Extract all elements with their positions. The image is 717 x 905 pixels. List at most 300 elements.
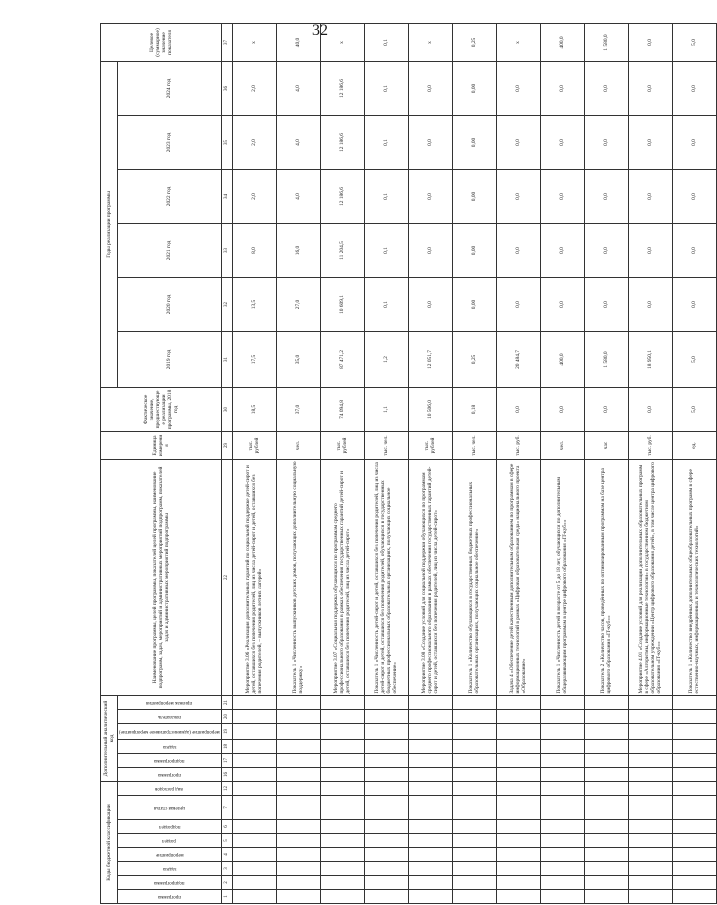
year-value-cell: 0,0 — [628, 277, 672, 331]
code-cell — [672, 848, 716, 862]
code-cell — [452, 820, 496, 834]
code-cell — [232, 754, 276, 768]
code-cell — [364, 768, 408, 782]
year-value-cell: 0,0 — [628, 169, 672, 223]
code-cell — [276, 754, 320, 768]
code-cell — [540, 782, 584, 796]
code-cell — [628, 820, 672, 834]
code-cell — [496, 848, 540, 862]
target-value-cell: х — [408, 23, 452, 61]
table-row — [320, 23, 364, 903]
code-cell — [364, 710, 408, 724]
code-cell — [364, 876, 408, 890]
row-name-cell: Мероприятие 3.06 «Реализация дополнительных гарантий по социальной поддержке детей-сирот и детей, оставшихся без попечения родителей, лиц из числа детей-сирот и детей, оставшихся без попечения родителей, – выпускников летних лагерей» — [232, 459, 276, 695]
code-cell — [232, 834, 276, 848]
year-value-cell: 11 204,5 — [320, 223, 364, 277]
code-cell — [496, 768, 540, 782]
year-value-cell: 0,0 — [496, 223, 540, 277]
column-number-cell: 12 — [221, 782, 232, 796]
code-cell — [584, 724, 628, 740]
code-cell — [452, 876, 496, 890]
code-cell — [408, 820, 452, 834]
table-row — [540, 23, 584, 903]
year-value-cell: 0,0 — [408, 223, 452, 277]
code-cell — [408, 782, 452, 796]
column-number-cell: 6 — [221, 820, 232, 834]
code-cell — [584, 820, 628, 834]
code-cell — [276, 862, 320, 876]
code-cell — [364, 782, 408, 796]
years-group-header: Годы реализации программы — [101, 61, 118, 387]
row-name-cell: Показатель 1 «Количество обучающихся в государственных бюджетных профессиональных образовательных организациях, получающих социальное обеспечение» — [452, 459, 496, 695]
code-cell — [672, 796, 716, 820]
code-cell — [584, 876, 628, 890]
code-cell — [276, 834, 320, 848]
column-number-cell: 34 — [221, 169, 232, 223]
code-cell — [408, 876, 452, 890]
code-cell — [540, 848, 584, 862]
year-value-cell: 35,0 — [276, 331, 320, 387]
year-value-cell: 2,0 — [232, 115, 276, 169]
code-cell — [584, 796, 628, 820]
year-value-cell: 0,0 — [408, 169, 452, 223]
code-cell — [628, 876, 672, 890]
code-cell — [408, 834, 452, 848]
code-cell — [452, 740, 496, 754]
code-cell — [232, 710, 276, 724]
year-value-cell: 0,1 — [364, 115, 408, 169]
year-value-cell: 0,0 — [628, 115, 672, 169]
code-cell — [540, 862, 584, 876]
column-number-cell: 35 — [221, 115, 232, 169]
code-header-dop-meropriyatie: мероприятие (административное мероприятие) — [118, 724, 222, 740]
code-cell — [584, 710, 628, 724]
code-cell — [496, 890, 540, 904]
row-name-cell: Показатель 1 «Численность детей-сирот и детей, оставшихся без попечения родителей, лиц из числа детей-сирот и детей, оставшихся без попечения родителей, обучающихся в государственных бюджетных профессиональных образовательных организациях, получающих социальное обеспечение» — [364, 459, 408, 695]
rotated-table-container — [100, 28, 701, 904]
column-number-cell: 22 — [221, 459, 232, 695]
year-value-cell: 20 484,7 — [496, 331, 540, 387]
code-cell — [232, 695, 276, 709]
year-value-cell: 12 186,6 — [320, 61, 364, 115]
year-value-cell: 0,00 — [452, 115, 496, 169]
code-cell — [276, 724, 320, 740]
code-cell — [276, 710, 320, 724]
code-cell — [584, 740, 628, 754]
unit-cell: тыс. рублей — [408, 431, 452, 459]
code-cell — [276, 848, 320, 862]
code-cell — [540, 754, 584, 768]
year-header-2024: 2024 год — [118, 61, 222, 115]
code-header-priznak: признак мероприятия — [118, 695, 222, 709]
code-cell — [584, 848, 628, 862]
extra-analytic-code-header: Дополнительный аналитический код — [101, 695, 118, 781]
code-cell — [628, 848, 672, 862]
year-value-cell: 12 051,7 — [408, 331, 452, 387]
target-value-cell: х — [232, 23, 276, 61]
code-cell — [276, 876, 320, 890]
code-cell — [496, 796, 540, 820]
code-cell — [320, 848, 364, 862]
table-row — [364, 23, 408, 903]
fact-value-cell: 0,18 — [452, 387, 496, 431]
row-name-cell: Показатель 1 «Количество внедрённых дополнительных общеобразовательных программ в сфере естественно-научных, информационных и технологических технологий» — [672, 459, 716, 695]
code-cell — [276, 796, 320, 820]
code-cell — [672, 724, 716, 740]
fact-value-cell: 5,0 — [672, 387, 716, 431]
code-cell — [496, 710, 540, 724]
year-value-cell: 2,0 — [232, 169, 276, 223]
code-cell — [452, 862, 496, 876]
year-value-cell: 18 950,1 — [628, 331, 672, 387]
code-cell — [584, 834, 628, 848]
code-cell — [672, 768, 716, 782]
code-cell — [232, 890, 276, 904]
column-number-cell: 3 — [221, 862, 232, 876]
code-cell — [496, 834, 540, 848]
year-value-cell: 10 609,1 — [320, 277, 364, 331]
code-cell — [408, 724, 452, 740]
column-number-cell: 16 — [221, 768, 232, 782]
unit-cell: тыс. чел. — [364, 431, 408, 459]
year-header-2019: 2019 год — [118, 331, 222, 387]
year-value-cell: 0,0 — [540, 61, 584, 115]
code-cell — [364, 820, 408, 834]
unit-cell: час — [584, 431, 628, 459]
table-row — [232, 23, 276, 903]
code-cell — [452, 782, 496, 796]
year-value-cell: 0,1 — [364, 223, 408, 277]
year-value-cell: 0,0 — [672, 277, 716, 331]
code-cell — [540, 768, 584, 782]
code-cell — [496, 740, 540, 754]
code-cell — [364, 862, 408, 876]
table-row — [584, 23, 628, 903]
code-cell — [672, 862, 716, 876]
column-number-cell: 5 — [221, 834, 232, 848]
code-cell — [672, 695, 716, 709]
year-value-cell: 0,0 — [408, 277, 452, 331]
code-header-podrazdel: подраздел — [118, 820, 222, 834]
target-value-cell: 40,0 — [276, 23, 320, 61]
code-cell — [408, 740, 452, 754]
code-cell — [628, 862, 672, 876]
unit-cell: ед. — [672, 431, 716, 459]
target-column-header: Целевое (суммарное) значение показателя — [101, 23, 222, 61]
code-cell — [496, 724, 540, 740]
unit-cell: чел. — [276, 431, 320, 459]
fact-value-cell: 0,0 — [540, 387, 584, 431]
code-cell — [628, 740, 672, 754]
code-cell — [408, 796, 452, 820]
code-cell — [320, 740, 364, 754]
code-header-dop-zadacha: задача — [118, 740, 222, 754]
code-cell — [540, 710, 584, 724]
year-value-cell: 0,0 — [628, 61, 672, 115]
code-cell — [628, 754, 672, 768]
page-number: 32 — [312, 22, 328, 39]
code-cell — [452, 768, 496, 782]
code-cell — [452, 890, 496, 904]
year-value-cell: 0,0 — [540, 277, 584, 331]
year-value-cell: 5,0 — [672, 331, 716, 387]
target-value-cell: 5,0 — [672, 23, 716, 61]
target-value-cell: 1 580,0 — [584, 23, 628, 61]
code-cell — [408, 890, 452, 904]
fact-value-cell: 0,0 — [628, 387, 672, 431]
code-header-vid-raskhodov: вид расходов — [118, 782, 222, 796]
column-number-cell: 21 — [221, 695, 232, 709]
fact-value-cell: 1,1 — [364, 387, 408, 431]
code-cell — [496, 876, 540, 890]
code-cell — [628, 890, 672, 904]
code-cell — [584, 890, 628, 904]
code-header-meropriyatie: мероприятие — [118, 848, 222, 862]
year-value-cell: 0,0 — [672, 169, 716, 223]
code-cell — [628, 834, 672, 848]
year-value-cell: 0,00 — [452, 169, 496, 223]
target-value-cell: 0,0 — [628, 23, 672, 61]
code-cell — [320, 820, 364, 834]
code-cell — [408, 848, 452, 862]
code-cell — [276, 695, 320, 709]
code-cell — [452, 834, 496, 848]
column-number-cell: 20 — [221, 710, 232, 724]
code-cell — [628, 796, 672, 820]
year-value-cell: 1 580,0 — [584, 331, 628, 387]
year-value-cell: 0,0 — [584, 223, 628, 277]
code-cell — [232, 724, 276, 740]
code-cell — [540, 724, 584, 740]
code-cell — [452, 754, 496, 768]
year-header-2023: 2023 год — [118, 115, 222, 169]
year-value-cell: 0,00 — [452, 223, 496, 277]
code-cell — [364, 796, 408, 820]
year-value-cell: 0,0 — [672, 115, 716, 169]
year-value-cell: 2,0 — [232, 61, 276, 115]
code-cell — [452, 724, 496, 740]
code-cell — [672, 782, 716, 796]
code-cell — [540, 695, 584, 709]
code-cell — [276, 782, 320, 796]
code-cell — [540, 796, 584, 820]
code-cell — [232, 768, 276, 782]
unit-cell: тыс. руб. — [628, 431, 672, 459]
year-value-cell: 16,0 — [276, 223, 320, 277]
table-row — [276, 23, 320, 903]
row-name-cell: Показатель 1 «Численность выпускников детских домов, получающих дополнительную социальную поддержку» — [276, 459, 320, 695]
code-cell — [232, 862, 276, 876]
code-cell — [672, 820, 716, 834]
fact-value-cell: 18,5 — [232, 387, 276, 431]
code-header-programma: программа — [118, 890, 222, 904]
code-cell — [496, 862, 540, 876]
code-cell — [364, 848, 408, 862]
code-cell — [496, 782, 540, 796]
code-cell — [584, 768, 628, 782]
year-value-cell: 0,1 — [364, 61, 408, 115]
year-value-cell: 0,0 — [584, 61, 628, 115]
table-row — [408, 23, 452, 903]
year-value-cell: 4,0 — [276, 169, 320, 223]
code-cell — [408, 862, 452, 876]
year-header-2021: 2021 год — [118, 223, 222, 277]
table-body — [232, 23, 716, 903]
year-value-cell: 0,0 — [584, 169, 628, 223]
code-cell — [496, 695, 540, 709]
column-number-cell: 33 — [221, 223, 232, 277]
year-value-cell: 0,0 — [408, 61, 452, 115]
year-value-cell: 0,0 — [628, 223, 672, 277]
code-cell — [276, 768, 320, 782]
row-name-cell: Мероприятие 3.08 «Создание условий для социальной поддержки обучающихся по программам среднего профессионального образования в рамках обеспечения государственных гарантий детей-сирот и детей, оставшихся без попечения родителей, лиц из числа детей-сирот» — [408, 459, 452, 695]
year-value-cell: 4,0 — [276, 115, 320, 169]
column-number-cell: 1 — [221, 890, 232, 904]
code-cell — [276, 820, 320, 834]
year-value-cell: 0,0 — [672, 223, 716, 277]
year-value-cell: 12 186,6 — [320, 169, 364, 223]
code-cell — [232, 876, 276, 890]
row-name-cell: Мероприятие 4.01 «Создание условий для реализации дополнительных образовательных программ в сфере «Алгоритмы, информационные технологии» в государственном бюджетном образовательном учреждении «Центр цифрового образования детей», в том числе центра цифрового образования «IT-куб»» — [628, 459, 672, 695]
code-cell — [408, 768, 452, 782]
code-cell — [672, 876, 716, 890]
year-value-cell: 0,0 — [584, 115, 628, 169]
code-cell — [320, 876, 364, 890]
code-header-pokazatel: показатель — [118, 710, 222, 724]
target-value-cell: 0,25 — [452, 23, 496, 61]
rotated-table-sheet — [100, 28, 701, 904]
code-cell — [672, 754, 716, 768]
column-number-cell: 29 — [221, 431, 232, 459]
target-value-cell: х — [496, 23, 540, 61]
fact-value-cell: 0,0 — [584, 387, 628, 431]
code-cell — [496, 820, 540, 834]
code-cell — [540, 876, 584, 890]
code-cell — [320, 862, 364, 876]
program-indicators-table — [100, 23, 717, 904]
year-value-cell: 400,0 — [540, 331, 584, 387]
fact-value-cell: 10 506,0 — [408, 387, 452, 431]
year-value-cell: 1,2 — [364, 331, 408, 387]
table-row — [628, 23, 672, 903]
code-cell — [320, 782, 364, 796]
year-value-cell: 8,0 — [232, 223, 276, 277]
code-cell — [232, 820, 276, 834]
year-value-cell: 0,25 — [452, 331, 496, 387]
code-cell — [540, 890, 584, 904]
fact-column-header: Фактическое значение, предшествующее реализации программы, 2018 год — [101, 387, 222, 431]
code-cell — [232, 740, 276, 754]
year-value-cell: 0,00 — [452, 277, 496, 331]
column-number-cell: 17 — [221, 754, 232, 768]
code-cell — [672, 834, 716, 848]
year-value-cell: 87 471,2 — [320, 331, 364, 387]
unit-cell: тыс. чел. — [452, 431, 496, 459]
table-row — [452, 23, 496, 903]
code-cell — [320, 796, 364, 820]
year-value-cell: 4,0 — [276, 61, 320, 115]
code-cell — [628, 695, 672, 709]
code-header-dop-podprogramma: подпрограмма — [118, 754, 222, 768]
code-cell — [232, 848, 276, 862]
target-value-cell: 400,0 — [540, 23, 584, 61]
column-number-cell: 32 — [221, 277, 232, 331]
unit-cell: тыс. руб. — [496, 431, 540, 459]
year-value-cell: 0,0 — [408, 115, 452, 169]
code-cell — [540, 820, 584, 834]
year-value-cell: 0,0 — [540, 115, 584, 169]
code-cell — [584, 782, 628, 796]
row-name-cell: Мероприятие 3.07 «Социальная поддержка обучающихся по программам среднего профессионального образования в рамках обеспечения государственных гарантий детей-сирот и детей, оставшихся без попечения родителей, лиц из числа детей-сирот» — [320, 459, 364, 695]
code-cell — [320, 768, 364, 782]
code-cell — [232, 782, 276, 796]
code-cell — [364, 724, 408, 740]
code-cell — [672, 740, 716, 754]
year-header-2022: 2022 год — [118, 169, 222, 223]
code-cell — [408, 710, 452, 724]
column-number-cell: 31 — [221, 331, 232, 387]
year-value-cell: 0,1 — [364, 277, 408, 331]
year-value-cell: 0,0 — [496, 169, 540, 223]
code-cell — [276, 740, 320, 754]
code-cell — [320, 754, 364, 768]
year-value-cell: 0,0 — [584, 277, 628, 331]
code-cell — [364, 695, 408, 709]
name-column-header: Наименование программы, целей программы, показателей целей программы, наименование подпрограмм, задач, мероприятий и административных мероприятий подпрограмм, показателей задач и административных мероприятий подпрограммы — [101, 459, 222, 695]
year-value-cell: 27,0 — [276, 277, 320, 331]
code-cell — [320, 724, 364, 740]
column-number-cell: 19 — [221, 724, 232, 740]
table-row — [672, 23, 716, 903]
code-cell — [584, 754, 628, 768]
code-cell — [408, 754, 452, 768]
row-name-cell: Задача 4 «Обеспечение детей качественным дополнительным образованием по программам в сфере информационных технологий в рамках «Цифровая образовательная среда» национального проекта «Образование» — [496, 459, 540, 695]
code-cell — [452, 710, 496, 724]
year-header-2020: 2020 год — [118, 277, 222, 331]
code-cell — [540, 740, 584, 754]
code-cell — [320, 890, 364, 904]
code-cell — [628, 782, 672, 796]
code-cell — [628, 768, 672, 782]
code-cell — [496, 754, 540, 768]
year-value-cell: 0,0 — [540, 223, 584, 277]
column-number-cell: 36 — [221, 61, 232, 115]
code-cell — [540, 834, 584, 848]
year-value-cell: 0,1 — [364, 169, 408, 223]
code-cell — [672, 890, 716, 904]
unit-cell: тыс. рублей — [232, 431, 276, 459]
year-value-cell: 12 186,6 — [320, 115, 364, 169]
code-cell — [232, 796, 276, 820]
code-cell — [452, 695, 496, 709]
code-header-celevaya-statya: целевая статья — [118, 796, 222, 820]
code-cell — [364, 740, 408, 754]
code-cell — [672, 710, 716, 724]
code-cell — [628, 724, 672, 740]
fact-value-cell: 0,0 — [496, 387, 540, 431]
code-cell — [452, 848, 496, 862]
code-cell — [584, 695, 628, 709]
target-value-cell: 0,1 — [364, 23, 408, 61]
code-cell — [628, 710, 672, 724]
code-cell — [364, 834, 408, 848]
code-cell — [364, 890, 408, 904]
column-number-cell: 37 — [221, 23, 232, 61]
code-header-zadacha: задача — [118, 862, 222, 876]
year-value-cell: 0,0 — [496, 115, 540, 169]
code-cell — [452, 796, 496, 820]
column-number-cell: 30 — [221, 387, 232, 431]
